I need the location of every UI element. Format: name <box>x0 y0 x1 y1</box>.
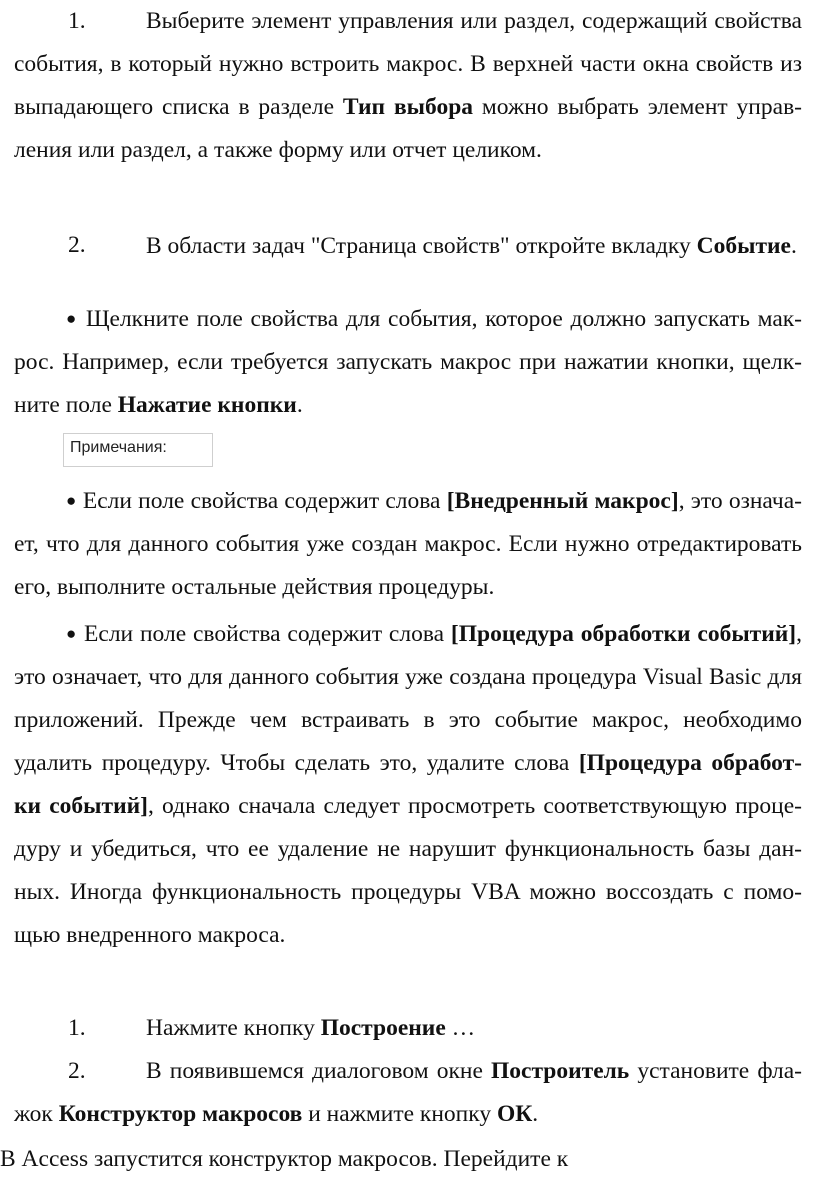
bold-term: Конструктор макросов <box>58 1101 303 1127</box>
bold-term: ОК <box>496 1101 533 1127</box>
bullet-text: , однако сначала следует просмотреть соответствующую проце- дуру и убедиться, что ее удаление не нарушит функциональность базы дан- ных. Иногда функциональность процедуры VBA можно воссоздать с помо- щью внедренного макроса. <box>14 793 802 948</box>
final-text: В Access запустится конструктор макросов. Перейдите к <box>0 1146 569 1172</box>
step-number: 1. <box>68 8 86 34</box>
bullet-2-paragraph <box>14 479 802 609</box>
note-box <box>63 433 213 467</box>
step-text: можно выбрать элемент управ- ления или раздел, а также форму или отчет целиком. <box>14 94 802 163</box>
final-line <box>0 1138 800 1181</box>
step-number: 1. <box>68 1015 86 1041</box>
bullet-text: , это означа- ет, что для данного события уже создан макрос. Если нужно отредактировать его, выполните остальные действия процедуры. <box>14 488 802 600</box>
bold-term: Построитель <box>491 1058 630 1084</box>
bullet-icon: ● <box>66 309 79 328</box>
bold-term: Событие <box>696 233 791 259</box>
step-text: и нажмите кнопку <box>302 1101 497 1127</box>
bullet-icon: ● <box>66 624 78 643</box>
bullet-text: Если поле свойства содержит слова <box>82 488 447 514</box>
step-text: . <box>790 233 797 259</box>
step-b1-paragraph <box>14 1007 802 1050</box>
bullet-text: Если поле свойства содержит слова <box>84 621 451 647</box>
note-label: Примечания: <box>70 439 167 456</box>
step-number: 2. <box>68 232 86 258</box>
bold-term: Построение <box>320 1015 446 1041</box>
step-1-paragraph <box>14 0 802 172</box>
bullet-text: . <box>296 392 303 418</box>
bullet-1-paragraph <box>14 297 802 427</box>
step-text: установите фла- жок <box>14 1058 802 1127</box>
bullet-icon: ● <box>66 491 77 510</box>
step-2-paragraph <box>146 232 816 261</box>
bullet-text: Щелкните поле свойства для события, которое должно запускать мак- рос. Например, если требуется запускать макрос при нажатии кнопки, щелк- ните поле <box>14 306 802 418</box>
step-text: … <box>445 1015 476 1041</box>
step-number: 2. <box>68 1058 86 1084</box>
bullet-3-paragraph <box>14 612 802 957</box>
bold-term: Нажатие кнопки <box>117 392 297 418</box>
step-2-number-line <box>14 224 134 267</box>
bold-term: [Процедура обработки событий] <box>450 621 797 647</box>
bold-term: Тип выбора <box>342 94 474 120</box>
bold-term: [Процедура обработ- ки событий] <box>14 750 802 819</box>
bold-term: [Внедренный макрос] <box>446 488 679 514</box>
bullet-text: , это означает, что для данного события уже создана процедура Visual Basic для приложений. Прежде чем встраивать в это событие макрос, необходимо удалить процедуру. Чтобы сделать это, удалите слова <box>14 621 803 776</box>
step-text: В области задач "Страница свойств" откройте вкладку <box>146 233 697 259</box>
step-text: В появившемся диалоговом окне <box>146 1058 491 1084</box>
step-text: Выберите элемент управления или раздел, содержащий свойства события, в который нужно встроить макрос. В верхней части окна свойств из выпадающего списка в разделе <box>14 8 802 120</box>
step-text: Нажмите кнопку <box>146 1015 321 1041</box>
step-b2-paragraph <box>14 1050 802 1136</box>
step-text: . <box>532 1101 539 1127</box>
